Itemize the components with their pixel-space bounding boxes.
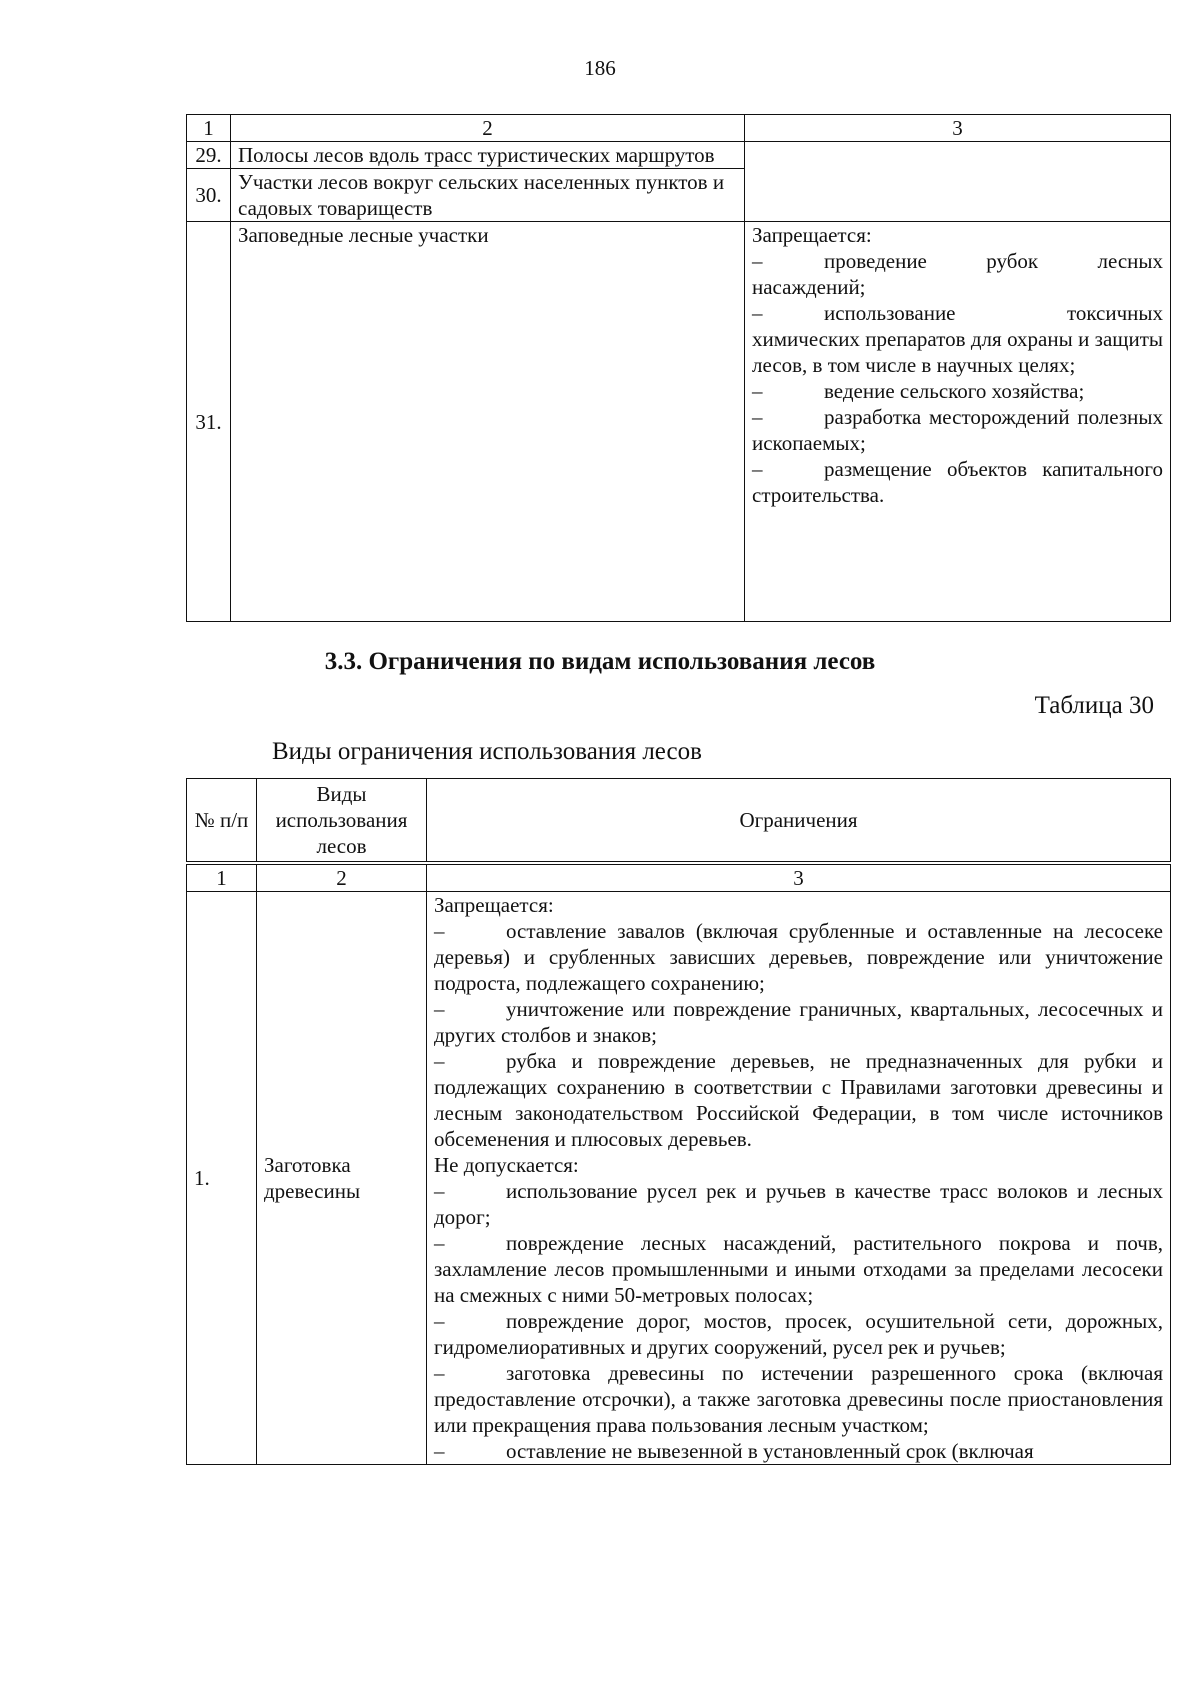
restriction-item: – использование русел рек и ручьев в качестве трасс волоков и лесных дорог; [434, 1178, 1163, 1229]
dash-marker: – [434, 1360, 445, 1385]
row-restriction-empty [745, 142, 1171, 222]
usage-restrictions-table [186, 778, 1171, 1465]
restriction-item: – проведение рубок лесных насаждений; [752, 249, 1163, 299]
restriction-item: – оставление не вывезенной в установленный срок (включая [434, 1438, 1034, 1463]
column-number-row [187, 863, 1171, 892]
restriction-item: – заготовка древесины по истечении разрешенного срока (включая предоставление отсрочки), а также заготовка древесины после приостановления или прекращения права пользования лесным участком; [434, 1360, 1163, 1437]
header-cell: Ограничения [427, 779, 1171, 863]
header-cell: Виды использования лесов [257, 779, 427, 863]
header-cell: 1 [187, 115, 231, 142]
restriction-item: – рубка и повреждение деревьев, не предназначенных для рубки и подлежащих сохранению в соответствии с Правилами заготовки древесины и лесным законодательством Российской Федерации, в том числе источников обсеменения и плюсовых деревьев. [434, 1048, 1163, 1151]
dash-marker: – [434, 1230, 445, 1255]
restrictions-table-continued [186, 114, 1171, 622]
dash-marker: – [434, 918, 445, 943]
column-number: 3 [427, 863, 1171, 892]
restriction-item: – повреждение лесных насаждений, растительного покрова и почв, захламление лесов промышленными и иными отходами за пределами лесосеки на смежных с ними 50-метровых полосах; [434, 1230, 1163, 1307]
dash-marker: – [752, 379, 763, 403]
row-name: Участки лесов вокруг сельских населенных пунктов и садовых товариществ [231, 169, 745, 222]
restriction-lead: Запрещается: [752, 223, 872, 247]
restriction-item: – оставление завалов (включая срубленные и оставленные на лесосеке деревья) и срубленных зависших деревьев, повреждение или уничтожение подроста, подлежащего сохранению; [434, 918, 1163, 995]
dash-marker: – [752, 301, 763, 325]
dash-marker: – [752, 249, 763, 273]
restriction-item: – уничтожение или повреждение граничных, квартальных, лесосечных и других столбов и знаков; [434, 996, 1163, 1047]
row-name: Заповедные лесные участки [231, 222, 745, 622]
header-cell: 2 [231, 115, 745, 142]
table-caption: Виды ограничения использования лесов [272, 738, 702, 765]
header-cell: № п/п [187, 779, 257, 863]
dash-marker: – [434, 1178, 445, 1203]
row-restrictions [427, 891, 1171, 1464]
row-number: 30. [187, 169, 231, 222]
dash-marker: – [434, 1048, 445, 1073]
column-number: 1 [187, 863, 257, 892]
dash-marker: – [434, 1308, 445, 1333]
table-header-row [187, 115, 1171, 142]
row-number: 31. [187, 222, 231, 622]
restriction-item: – повреждение дорог, мостов, просек, осушительной сети, дорожных, гидромелиоративных и других сооружений, русел рек и ручьев; [434, 1308, 1163, 1359]
row-restrictions [745, 222, 1171, 622]
section-title: 3.3. Ограничения по видам использования лесов [324, 648, 876, 675]
dash-marker: – [752, 457, 763, 481]
header-cell: 3 [745, 115, 1171, 142]
table-row [187, 891, 1171, 1464]
row-name: Полосы лесов вдоль трасс туристических маршрутов [231, 142, 745, 169]
restriction-item: – разработка месторождений полезных ископаемых; [752, 405, 1163, 455]
page-number: 186 [584, 56, 616, 80]
column-number: 2 [257, 863, 427, 892]
dash-marker: – [752, 405, 763, 429]
restriction-item: – размещение объектов капитального строительства. [752, 457, 1163, 507]
row-name: Заготовка древесины [257, 891, 427, 1464]
restriction-item: – использование токсичных химических препаратов для охраны и защиты лесов, в том числе в научных целях; [752, 301, 1163, 377]
row-number: 1. [187, 891, 257, 1464]
table-number: Таблица 30 [1034, 692, 1154, 719]
restriction-lead: Запрещается: [434, 892, 554, 917]
table-row [187, 142, 1171, 169]
dash-marker: – [434, 1438, 445, 1463]
table-header-row [187, 779, 1171, 863]
restriction-item: – ведение сельского хозяйства; [752, 379, 1085, 403]
restriction-lead: Не допускается: [434, 1152, 579, 1177]
table-row [187, 222, 1171, 622]
dash-marker: – [434, 996, 445, 1021]
row-number: 29. [187, 142, 231, 169]
